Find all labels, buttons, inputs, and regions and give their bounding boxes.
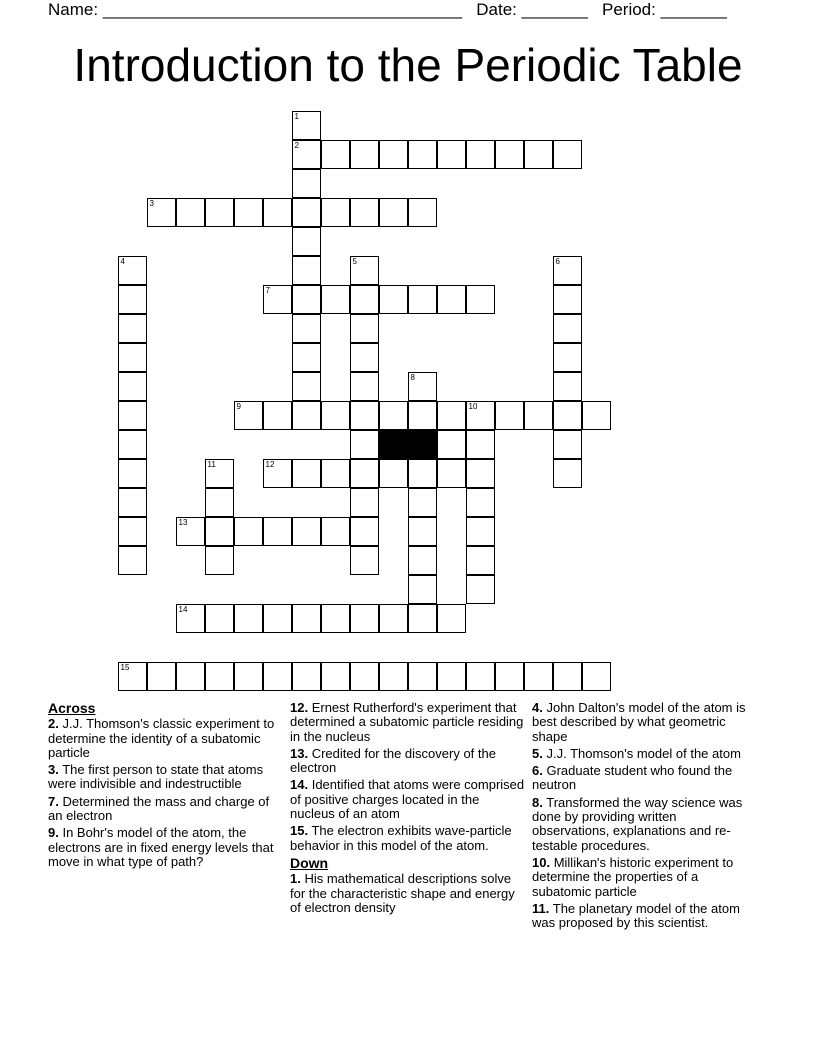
grid-cell[interactable]: [437, 430, 466, 459]
grid-cell[interactable]: [582, 662, 611, 691]
date-blank[interactable]: _______: [521, 0, 588, 19]
grid-cell[interactable]: [263, 459, 292, 488]
grid-cell[interactable]: [263, 517, 292, 546]
grid-cell[interactable]: [437, 401, 466, 430]
date-label: Date:: [476, 0, 517, 19]
grid-cell[interactable]: [350, 372, 379, 401]
clue-text: Millikan's historic experiment to determine the properties of a subatomic particle: [532, 854, 734, 899]
grid-cell[interactable]: [292, 256, 321, 285]
clue-number-label: 2: [294, 140, 299, 150]
grid-cell[interactable]: [350, 256, 379, 285]
grid-cell[interactable]: [118, 285, 147, 314]
grid-cell[interactable]: [408, 401, 437, 430]
grid-cell[interactable]: [350, 140, 379, 169]
grid-cell[interactable]: [118, 459, 147, 488]
grid-cell[interactable]: [118, 430, 147, 459]
grid-cell[interactable]: [408, 575, 437, 604]
clue-number: 2.: [48, 716, 59, 732]
grid-cell[interactable]: [408, 285, 437, 314]
clue-number-label: 15: [120, 662, 130, 672]
clue-down-4: [532, 701, 757, 744]
clue-column-2: [290, 701, 525, 918]
grid-cell[interactable]: [408, 198, 437, 227]
black-cell: [408, 430, 437, 459]
grid-cell[interactable]: [292, 285, 321, 314]
name-label: Name:: [48, 0, 99, 19]
grid-cell[interactable]: [292, 517, 321, 546]
grid-cell[interactable]: [292, 140, 321, 169]
grid-cell[interactable]: [350, 604, 379, 633]
grid-cell[interactable]: [466, 459, 495, 488]
grid-cell[interactable]: [205, 459, 234, 488]
grid-cell[interactable]: [466, 546, 495, 575]
clue-number-label: 13: [178, 517, 188, 527]
grid-cell[interactable]: [118, 517, 147, 546]
grid-cell[interactable]: [350, 662, 379, 691]
grid-cell[interactable]: [350, 314, 379, 343]
grid-cell[interactable]: [350, 401, 379, 430]
grid-cell[interactable]: [350, 285, 379, 314]
grid-cell[interactable]: [321, 662, 350, 691]
grid-cell[interactable]: [379, 459, 408, 488]
grid-cell[interactable]: [379, 401, 408, 430]
clue-across-2: [48, 717, 283, 760]
grid-cell[interactable]: [466, 140, 495, 169]
clue-text: J.J. Thomson's model of the atom: [546, 745, 741, 761]
clue-text: The first person to state that atoms were indivisible and indestructible: [48, 762, 264, 792]
grid-cell[interactable]: [553, 256, 582, 285]
grid-cell[interactable]: [350, 343, 379, 372]
grid-cell[interactable]: [292, 198, 321, 227]
grid-cell[interactable]: [553, 140, 582, 169]
grid-cell[interactable]: [292, 372, 321, 401]
grid-cell[interactable]: [437, 285, 466, 314]
grid-cell[interactable]: [234, 198, 263, 227]
grid-cell[interactable]: [292, 111, 321, 140]
clue-number-label: 10: [468, 401, 478, 411]
clue-number: 8.: [532, 794, 543, 810]
clue-across-15: [290, 824, 525, 853]
grid-cell[interactable]: [437, 459, 466, 488]
clue-text: Transformed the way science was done by providing written observations, explanations and re-testable procedures.: [532, 794, 743, 853]
clue-number-label: 11: [207, 459, 216, 469]
grid-cell[interactable]: [292, 401, 321, 430]
grid-cell[interactable]: [118, 372, 147, 401]
grid-cell[interactable]: [495, 662, 524, 691]
grid-cell[interactable]: [234, 604, 263, 633]
grid-cell[interactable]: [466, 488, 495, 517]
clue-number: 1.: [290, 871, 301, 887]
grid-cell[interactable]: [205, 198, 234, 227]
clue-down-11: [532, 902, 757, 931]
grid-cell[interactable]: [292, 227, 321, 256]
clue-across-3: [48, 763, 283, 792]
grid-cell[interactable]: [495, 401, 524, 430]
across-heading: Across: [48, 700, 96, 716]
grid-cell[interactable]: [205, 546, 234, 575]
clue-down-6: [532, 764, 757, 793]
clue-number-label: 6: [555, 256, 560, 266]
page-title: Introduction to the Periodic Table: [73, 39, 743, 91]
clue-column-3: [532, 701, 757, 933]
grid-cell[interactable]: [466, 285, 495, 314]
clue-across-12: [290, 701, 525, 744]
grid-cell[interactable]: [205, 604, 234, 633]
clue-number-label: 14: [178, 604, 188, 614]
grid-cell[interactable]: [176, 517, 205, 546]
grid-cell[interactable]: [350, 459, 379, 488]
clue-across-7: [48, 795, 283, 824]
grid-cell[interactable]: [205, 517, 234, 546]
grid-cell[interactable]: [553, 430, 582, 459]
clue-column-1: [48, 701, 283, 872]
grid-cell[interactable]: [553, 662, 582, 691]
clue-down-1: [290, 872, 525, 915]
grid-cell[interactable]: [205, 488, 234, 517]
clue-number: 3.: [48, 762, 59, 778]
grid-cell[interactable]: [437, 604, 466, 633]
grid-cell[interactable]: [408, 372, 437, 401]
clue-number: 14.: [290, 777, 309, 793]
grid-cell[interactable]: [263, 662, 292, 691]
grid-cell[interactable]: [379, 198, 408, 227]
grid-cell[interactable]: [466, 575, 495, 604]
grid-cell[interactable]: [524, 401, 553, 430]
grid-cell[interactable]: [408, 517, 437, 546]
clue-number-label: 3: [149, 198, 154, 208]
grid-cell[interactable]: [292, 314, 321, 343]
grid-cell[interactable]: [176, 198, 205, 227]
clue-text: Graduate student who found the neutron: [532, 763, 733, 793]
clue-number-label: 9: [236, 401, 241, 411]
name-blank[interactable]: ______________________________________: [102, 0, 463, 19]
grid-cell[interactable]: [553, 314, 582, 343]
grid-cell[interactable]: [321, 140, 350, 169]
grid-cell[interactable]: [292, 604, 321, 633]
grid-cell[interactable]: [118, 662, 147, 691]
clue-text: The planetary model of the atom was proposed by this scientist.: [532, 900, 740, 931]
clue-number-label: 5: [352, 256, 357, 266]
grid-cell[interactable]: [466, 517, 495, 546]
grid-cell[interactable]: [437, 140, 466, 169]
grid-cell[interactable]: [379, 140, 408, 169]
grid-cell[interactable]: [379, 662, 408, 691]
grid-cell[interactable]: [292, 459, 321, 488]
clue-number: 13.: [290, 745, 309, 761]
grid-cell[interactable]: [176, 604, 205, 633]
clue-number: 15.: [290, 823, 309, 839]
clue-text: His mathematical descriptions solve for the characteristic shape and energy of electron density: [290, 871, 515, 915]
clue-number: 11.: [532, 900, 550, 916]
grid-cell[interactable]: [292, 169, 321, 198]
clue-text: In Bohr's model of the atom, the electrons are in fixed energy levels that move in what type of path?: [48, 825, 274, 869]
grid-cell[interactable]: [379, 285, 408, 314]
grid-cell[interactable]: [350, 488, 379, 517]
clue-across-14: [290, 778, 525, 821]
grid-cell[interactable]: [408, 662, 437, 691]
period-label: Period:: [602, 0, 656, 19]
grid-cell[interactable]: [118, 401, 147, 430]
clue-number: 10.: [532, 854, 551, 870]
grid-cell[interactable]: [379, 604, 408, 633]
grid-cell[interactable]: [118, 343, 147, 372]
grid-cell[interactable]: [321, 401, 350, 430]
grid-cell[interactable]: [582, 401, 611, 430]
clue-text: The electron exhibits wave-particle behavior in this model of the atom.: [290, 823, 512, 853]
grid-cell[interactable]: [553, 372, 582, 401]
grid-cell[interactable]: [147, 198, 176, 227]
grid-cell[interactable]: [408, 459, 437, 488]
grid-cell[interactable]: [263, 285, 292, 314]
grid-cell[interactable]: [263, 604, 292, 633]
clue-number: 9.: [48, 825, 59, 841]
clue-number: 5.: [532, 745, 543, 761]
clue-number: 7.: [48, 793, 59, 809]
clue-number: 12.: [290, 700, 309, 715]
grid-cell[interactable]: [553, 343, 582, 372]
grid-cell[interactable]: [466, 401, 495, 430]
clue-number: 6.: [532, 763, 543, 779]
grid-cell[interactable]: [321, 604, 350, 633]
grid-cell[interactable]: [234, 517, 263, 546]
grid-cell[interactable]: [350, 546, 379, 575]
grid-cell[interactable]: [553, 285, 582, 314]
clue-across-13: [290, 747, 525, 776]
clue-text: John Dalton's model of the atom is best described by what geometric shape: [532, 700, 746, 744]
clue-down-10: [532, 856, 757, 899]
grid-cell[interactable]: [553, 459, 582, 488]
grid-cell[interactable]: [234, 662, 263, 691]
grid-cell[interactable]: [118, 488, 147, 517]
grid-cell[interactable]: [553, 401, 582, 430]
grid-cell[interactable]: [118, 314, 147, 343]
clue-number-label: 8: [410, 372, 415, 382]
grid-cell[interactable]: [205, 662, 234, 691]
grid-cell[interactable]: [350, 430, 379, 459]
grid-cell[interactable]: [437, 662, 466, 691]
grid-cell[interactable]: [466, 662, 495, 691]
clue-number-label: 12: [265, 459, 275, 469]
down-heading: Down: [290, 854, 329, 871]
grid-cell[interactable]: [524, 662, 553, 691]
clue-text: Credited for the discovery of the electron: [290, 745, 496, 776]
clue-across-9: [48, 826, 283, 869]
grid-cell[interactable]: [176, 662, 205, 691]
grid-cell[interactable]: [234, 401, 263, 430]
grid-cell[interactable]: [408, 488, 437, 517]
grid-cell[interactable]: [524, 140, 553, 169]
clue-number-label: 4: [120, 256, 125, 266]
grid-cell[interactable]: [263, 198, 292, 227]
grid-cell[interactable]: [321, 198, 350, 227]
clue-text: Identified that atoms were comprised of positive charges located in the nucleus of an atom: [290, 777, 525, 822]
clue-number: 4.: [532, 700, 543, 715]
clue-down-5: [532, 747, 757, 761]
clue-text: Ernest Rutherford's experiment that determined a subatomic particle residing in the nucleus: [290, 700, 524, 744]
grid-cell[interactable]: [408, 604, 437, 633]
grid-cell[interactable]: [495, 140, 524, 169]
grid-cell[interactable]: [147, 662, 176, 691]
clue-number-label: 1: [294, 111, 299, 121]
grid-cell[interactable]: [118, 256, 147, 285]
grid-cell[interactable]: [408, 546, 437, 575]
grid-cell[interactable]: [350, 517, 379, 546]
clue-down-8: [532, 796, 757, 853]
period-blank[interactable]: _______: [660, 0, 727, 19]
grid-cell[interactable]: [321, 459, 350, 488]
grid-cell[interactable]: [292, 343, 321, 372]
clue-text: Determined the mass and charge of an electron: [48, 793, 270, 824]
grid-cell[interactable]: [118, 546, 147, 575]
grid-cell[interactable]: [321, 517, 350, 546]
black-cell: [379, 430, 408, 459]
clue-text: J.J. Thomson's classic experiment to determine the identity of a subatomic particle: [48, 716, 275, 760]
grid-cell[interactable]: [321, 285, 350, 314]
grid-cell[interactable]: [466, 430, 495, 459]
clue-number-label: 7: [265, 285, 270, 295]
grid-cell[interactable]: [292, 662, 321, 691]
grid-cell[interactable]: [408, 140, 437, 169]
grid-cell[interactable]: [350, 198, 379, 227]
grid-cell[interactable]: [263, 401, 292, 430]
